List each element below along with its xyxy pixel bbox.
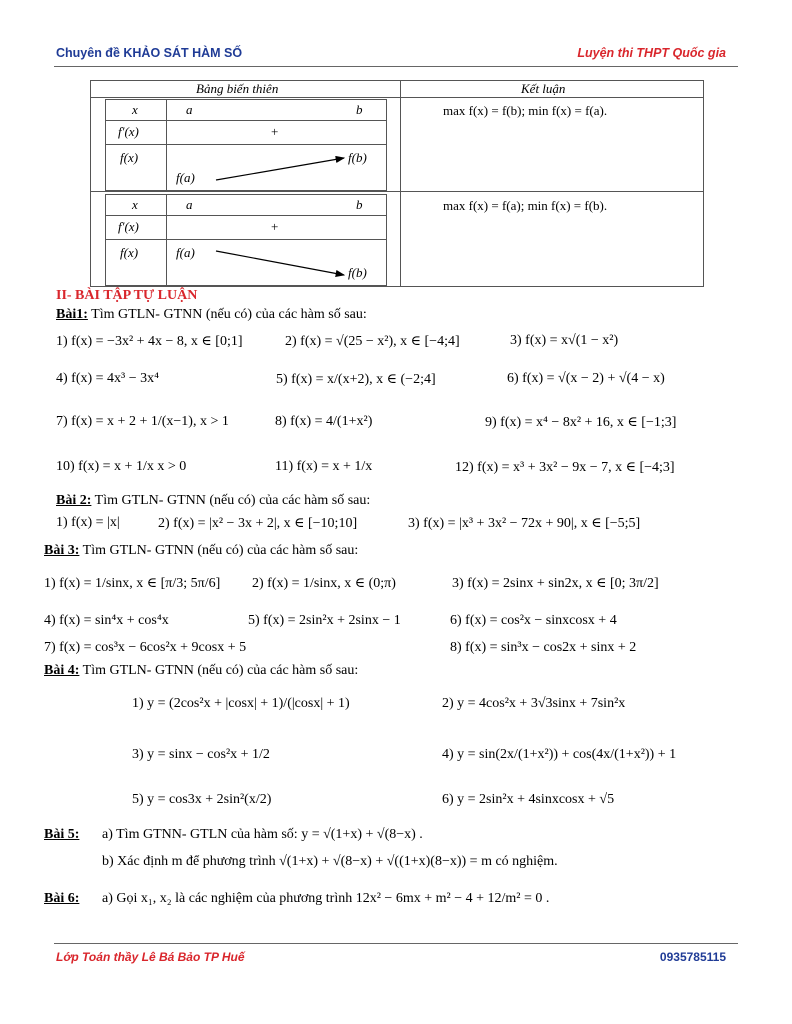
table-col2-header: Kết luận (521, 81, 566, 96)
bai3-item-3: 3) f(x) = 2sinx + sin2x, x ∈ [0; 3π/2] (452, 576, 659, 591)
bai1-heading: Bài1: Tìm GTLN- GTNN (nếu có) của các hàm số sau: (56, 307, 367, 322)
sign-plus: + (271, 219, 279, 234)
fprime-label: f′(x) (118, 124, 139, 139)
b-label: b (356, 197, 363, 212)
bai4-item-1: 1) y = (2cos²x + |cosx| + 1)/(|cosx| + 1) (132, 696, 350, 711)
bai3-item-8: 8) f(x) = sin³x − cos2x + sinx + 2 (450, 640, 637, 655)
f-label: f(x) (120, 245, 139, 260)
bai4-item-3: 3) y = sinx − cos²x + 1/2 (132, 747, 270, 762)
bai2-item-1: 1) f(x) = |x| (56, 515, 120, 530)
bai3-item-7: 7) f(x) = cos³x − 6cos²x + 9cosx + 5 (44, 640, 247, 655)
bai1-item-7: 7) f(x) = x + 2 + 1/(x−1), x > 1 (56, 414, 229, 429)
bai4-item-4: 4) y = sin(2x/(1+x²)) + cos(4x/(1+x²)) + 1 (442, 747, 677, 762)
f-label: f(x) (120, 150, 139, 165)
footer-right: 0935785115 (659, 950, 726, 964)
bai1-item-12: 12) f(x) = x³ + 3x² − 9x − 7, x ∈ [−4;3] (455, 460, 675, 475)
bai4-item-6: 6) y = 2sin²x + 4sinxcosx + √5 (442, 792, 615, 807)
bai6-part-a: a) Gọi x₁, x₂ là các nghiệm của phương trình 12x² − 6mx + m² − 4 + 12/m² = 0 . (102, 891, 550, 906)
bai3-item-4: 4) f(x) = sin⁴x + cos⁴x (44, 613, 169, 628)
bai1-item-9: 9) f(x) = x⁴ − 8x² + 16, x ∈ [−1;3] (485, 415, 677, 430)
bai4-item-5: 5) y = cos3x + 2sin²(x/2) (132, 792, 272, 807)
bai1-item-1: 1) f(x) = −3x² + 4x − 8, x ∈ [0;1] (56, 334, 243, 349)
bai5-part-b: b) Xác định m để phương trình √(1+x) + √(8−x) + √((1+x)(8−x)) = m có nghiệm. (102, 854, 558, 869)
bai2-item-3: 3) f(x) = |x³ + 3x² − 72x + 90|, x ∈ [−5;5] (408, 516, 641, 531)
variation-table (90, 80, 704, 287)
bai5-heading: Bài 5: (44, 827, 80, 842)
bai1-item-4: 4) f(x) = 4x³ − 3x⁴ (56, 371, 160, 386)
sign-plus: + (271, 124, 279, 139)
fa-value: f(a) (176, 245, 195, 260)
increasing-arrow (106, 100, 386, 190)
bai2-heading: Bài 2: Tìm GTLN- GTNN (nếu có) của các hàm số sau: (56, 493, 371, 508)
bai1-item-8: 8) f(x) = 4/(1+x²) (275, 414, 373, 429)
bai3-item-2: 2) f(x) = 1/sinx, x ∈ (0;π) (252, 576, 396, 591)
header-left: Chuyên đề KHẢO SÁT HÀM SỐ (56, 46, 243, 60)
bai4-item-2: 2) y = 4cos²x + 3√3sinx + 7sin²x (442, 696, 626, 711)
inner-table-1 (105, 99, 387, 191)
b-label: b (356, 102, 363, 117)
bai3-item-6: 6) f(x) = cos²x − sinxcosx + 4 (450, 613, 617, 628)
bai2-item-2: 2) f(x) = |x² − 3x + 2|, x ∈ [−10;10] (158, 516, 358, 531)
bai1-item-3: 3) f(x) = x√(1 − x²) (510, 333, 619, 348)
a-label: a (186, 102, 193, 117)
conclusion-1: max f(x) = f(b); min f(x) = f(a). (443, 103, 608, 118)
fb-value: f(b) (348, 150, 367, 165)
footer-rule (54, 943, 738, 944)
fprime-label: f′(x) (118, 219, 139, 234)
header-right: Luyện thi THPT Quốc gia (577, 46, 726, 60)
bai1-item-2: 2) f(x) = √(25 − x²), x ∈ [−4;4] (285, 334, 460, 349)
bai3-heading: Bài 3: Tìm GTLN- GTNN (nếu có) của các hàm số sau: (44, 543, 359, 558)
bai3-item-1: 1) f(x) = 1/sinx, x ∈ [π/3; 5π/6] (44, 576, 221, 591)
bai1-item-5: 5) f(x) = x/(x+2), x ∈ (−2;4] (276, 372, 436, 387)
x-label: x (132, 197, 138, 212)
table-col1-header: Bảng biến thiên (196, 81, 279, 96)
header-rule (54, 66, 738, 67)
bai4-heading: Bài 4: Tìm GTLN- GTNN (nếu có) của các hàm số sau: (44, 663, 359, 678)
bai3-item-5: 5) f(x) = 2sin²x + 2sinx − 1 (248, 613, 401, 628)
fb-value: f(b) (348, 265, 367, 280)
bai1-item-10: 10) f(x) = x + 1/x x > 0 (56, 459, 187, 474)
decreasing-arrow (106, 195, 386, 285)
bai1-item-11: 11) f(x) = x + 1/x (275, 459, 373, 474)
conclusion-2: max f(x) = f(a); min f(x) = f(b). (443, 198, 608, 213)
section-title: II- BÀI TẬP TỰ LUẬN (56, 288, 198, 303)
footer-left: Lớp Toán thầy Lê Bá Bảo TP Huế (56, 950, 245, 964)
bai1-item-6: 6) f(x) = √(x − 2) + √(4 − x) (507, 371, 665, 386)
fa-value: f(a) (176, 170, 195, 185)
x-label: x (132, 102, 138, 117)
inner-table-2 (105, 194, 387, 286)
bai6-heading: Bài 6: (44, 891, 80, 906)
bai5-part-a: a) Tìm GTNN- GTLN của hàm số: y = √(1+x) + √(8−x) . (102, 827, 423, 842)
a-label: a (186, 197, 193, 212)
